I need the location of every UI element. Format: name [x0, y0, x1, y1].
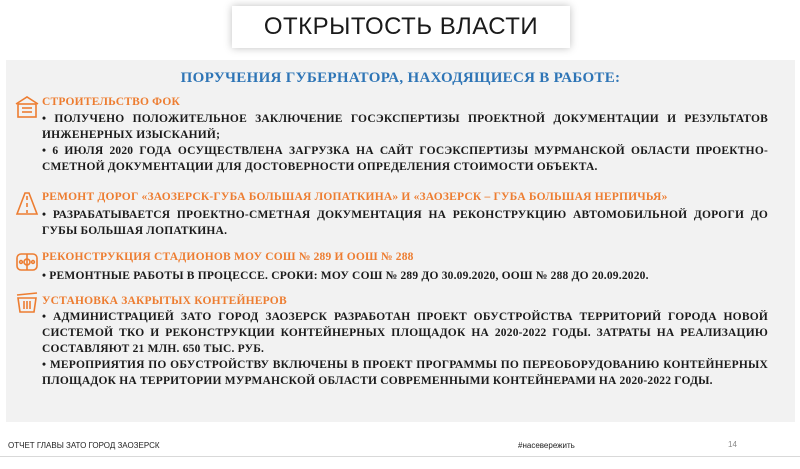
stadium-icon	[14, 249, 40, 275]
section-heading: СТРОИТЕЛЬСТВО ФОК	[42, 96, 181, 108]
title-box	[232, 6, 570, 48]
bullet-text: • 6 ИЮЛЯ 2020 ГОДА ОСУЩЕСТВЛЕНА ЗАГРУЗКА НА САЙТ ГОСЭКСПЕРТИЗЫ МУРМАНСКОЙ ОБЛАСТИ ПРОЕКТНО-СМЕТНОЙ ДОКУМЕНТАЦИИ ДЛЯ ДОСТОВЕРНОСТИ ОПРЕДЕЛЕНИЯ СТОИМОСТИ ОБЪЕКТА.	[42, 145, 768, 173]
footer-report-title: ОТЧЕТ ГЛАВЫ ЗАТО ГОРОД ЗАОЗЕРСК	[8, 441, 160, 450]
bullet-text: • АДМИНИСТРАЦИЕЙ ЗАТО ГОРОД ЗАОЗЕРСК РАЗРАБОТАН ПРОЕКТ ОБУСТРОЙСТВА ТЕРРИТОРИЙ ГОРОДА НОВОЙ СИСТЕМОЙ ТКО И РЕКОНСТРУКЦИИ КОНТЕЙНЕРНЫХ ПЛОЩАДОК НА 2020-2022 ГОДЫ. ЗАТРАТЫ НА РЕАЛИЗАЦИЮ СОСТАВЛЯЮТ 21 МЛН. 650 ТЫС. РУБ.	[42, 311, 768, 355]
bullet-text: • МЕРОПРИЯТИЯ ПО ОБУСТРОЙСТВУ ВКЛЮЧЕНЫ В ПРОЕКТ ПРОГРАММЫ ПО ПЕРЕОБОРУДОВАНИЮ КОНТЕЙНЕРНЫХ ПЛОЩАДОК НА ТЕРРИТОРИИ МУРМАНСКОЙ ОБЛАСТИ СОВРЕМЕННЫМИ КОНТЕЙНЕРАМИ НА 2020-2022 ГОДЫ.	[42, 359, 768, 387]
panel-heading: ПОРУЧЕНИЯ ГУБЕРНАТОРА, НАХОДЯЩИЕСЯ В РАБОТЕ:	[180, 70, 621, 86]
container-icon	[14, 289, 40, 315]
page-title: ОТКРЫТОСТЬ ВЛАСТИ	[263, 13, 539, 40]
bullet-text: • ПОЛУЧЕНО ПОЛОЖИТЕЛЬНОЕ ЗАКЛЮЧЕНИЕ ГОСЭКСПЕРТИЗЫ ПРОЕКТНОЙ ДОКУМЕНТАЦИИ И РЕЗУЛЬТАТОВ ИНЖЕНЕРНЫХ ИЗЫСКАНИЙ;	[42, 113, 768, 141]
building-icon	[14, 94, 40, 120]
content-panel	[6, 60, 795, 422]
footer-hashtag: #насевережить	[518, 441, 575, 450]
section-heading: РЕМОНТ ДОРОГ «ЗАОЗЕРСК-ГУБА БОЛЬШАЯ ЛОПАТКИНА» И «ЗАОЗЕРСК – ГУБА БОЛЬШАЯ НЕРПИЧЬЯ»	[42, 191, 668, 203]
footer-divider	[0, 456, 800, 457]
bullet-text: • РАЗРАБАТЫВАЕТСЯ ПРОЕКТНО-СМЕТНАЯ ДОКУМЕНТАЦИЯ НА РЕКОНСТРУКЦИЮ АВТОМОБИЛЬНОЙ ДОРОГИ ДО ГУБЫ БОЛЬШАЯ ЛОПАТКИНА.	[42, 209, 768, 237]
page-number: 14	[728, 440, 737, 449]
road-icon	[14, 190, 40, 216]
section-heading: РЕКОНСТРУКЦИЯ СТАДИОНОВ МОУ СОШ № 289 И ООШ № 288	[42, 251, 414, 263]
section-heading: УСТАНОВКА ЗАКРЫТЫХ КОНТЕЙНЕРОВ	[42, 295, 287, 307]
bullet-text: • РЕМОНТНЫЕ РАБОТЫ В ПРОЦЕССЕ. СРОКИ: МОУ СОШ № 289 ДО 30.09.2020, ООШ № 288 ДО 20.09.2020.	[42, 270, 649, 282]
